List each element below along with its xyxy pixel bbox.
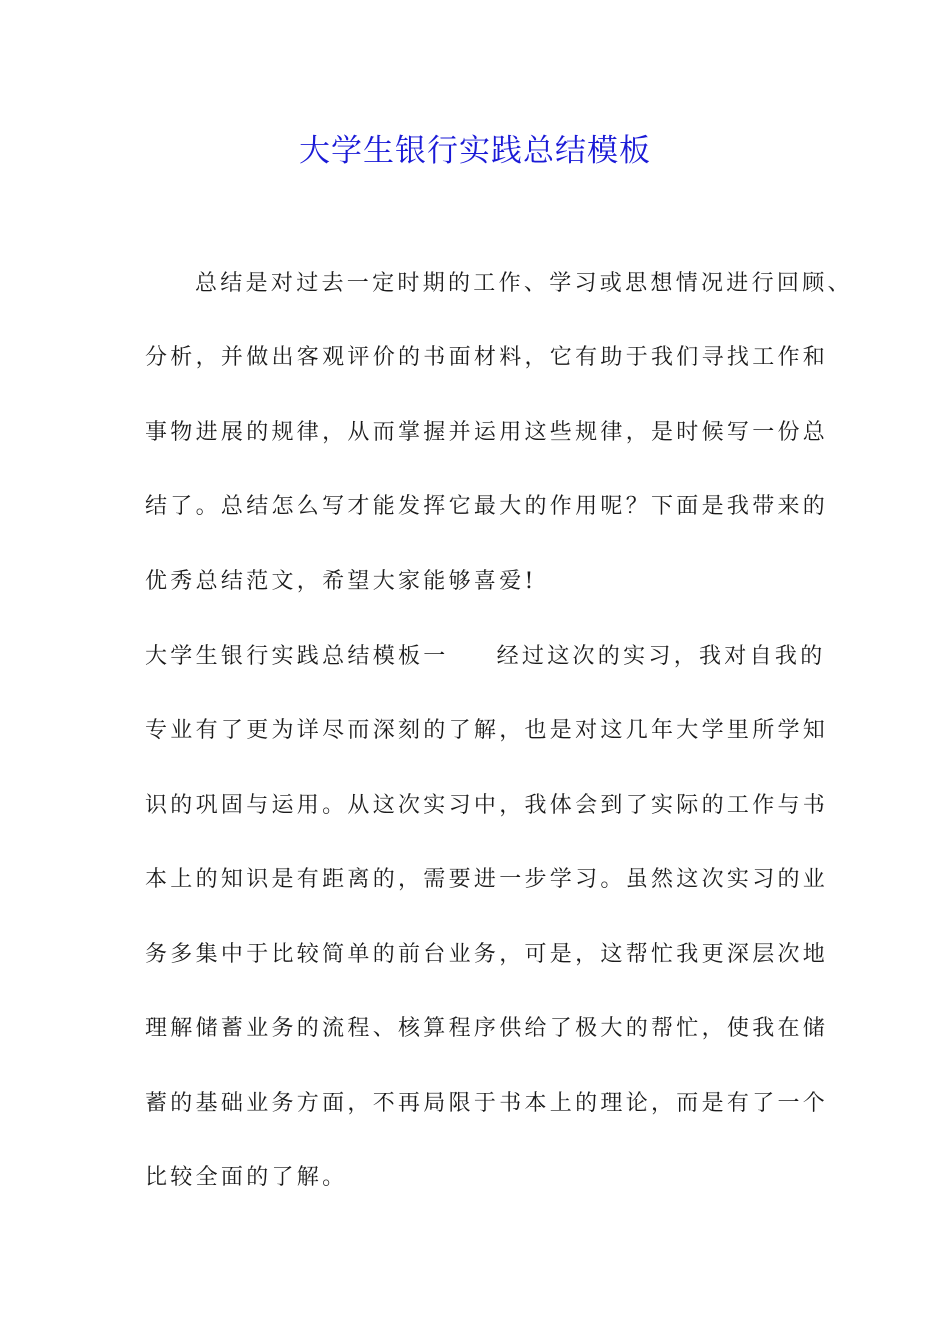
body-line-1: 专业有了更为详尽而深刻的了解，也是对这几年大学里所学知 [145, 718, 829, 743]
document-title: 大学生银行实践总结模板 [299, 133, 651, 169]
intro-line-5: 优秀总结范文，希望大家能够喜爱! [145, 569, 537, 594]
intro-line-2: 分析，并做出客观评价的书面材料，它有助于我们寻找工作和 [145, 345, 829, 370]
intro-line-3: 事物进展的规律，从而掌握并运用这些规律，是时候写一份总 [145, 420, 829, 445]
section-heading: 大学生银行实践总结模板一 [145, 644, 449, 669]
section-first-line [145, 640, 826, 674]
body-line-2: 识的巩固与运用。从这次实习中，我体会到了实际的工作与书 [145, 793, 829, 818]
section-lead-text: 经过这次的实习，我对自我的 [496, 644, 826, 669]
body-line-6: 蓄的基础业务方面，不再局限于书本上的理论，而是有了一个 [145, 1091, 829, 1116]
intro-line-1: 总结是对过去一定时期的工作、学习或思想情况进行回顾、 [195, 271, 853, 296]
body-line-3: 本上的知识是有距离的，需要进一步学习。虽然这次实习的业 [145, 867, 829, 892]
body-line-7: 比较全面的了解。 [145, 1165, 348, 1190]
body-line-5: 理解储蓄业务的流程、核算程序供给了极大的帮忙，使我在储 [145, 1016, 829, 1041]
body-line-4: 务多集中于比较简单的前台业务，可是，这帮忙我更深层次地 [145, 942, 829, 967]
intro-line-4: 结了。总结怎么写才能发挥它最大的作用呢？下面是我带来的 [145, 494, 829, 519]
